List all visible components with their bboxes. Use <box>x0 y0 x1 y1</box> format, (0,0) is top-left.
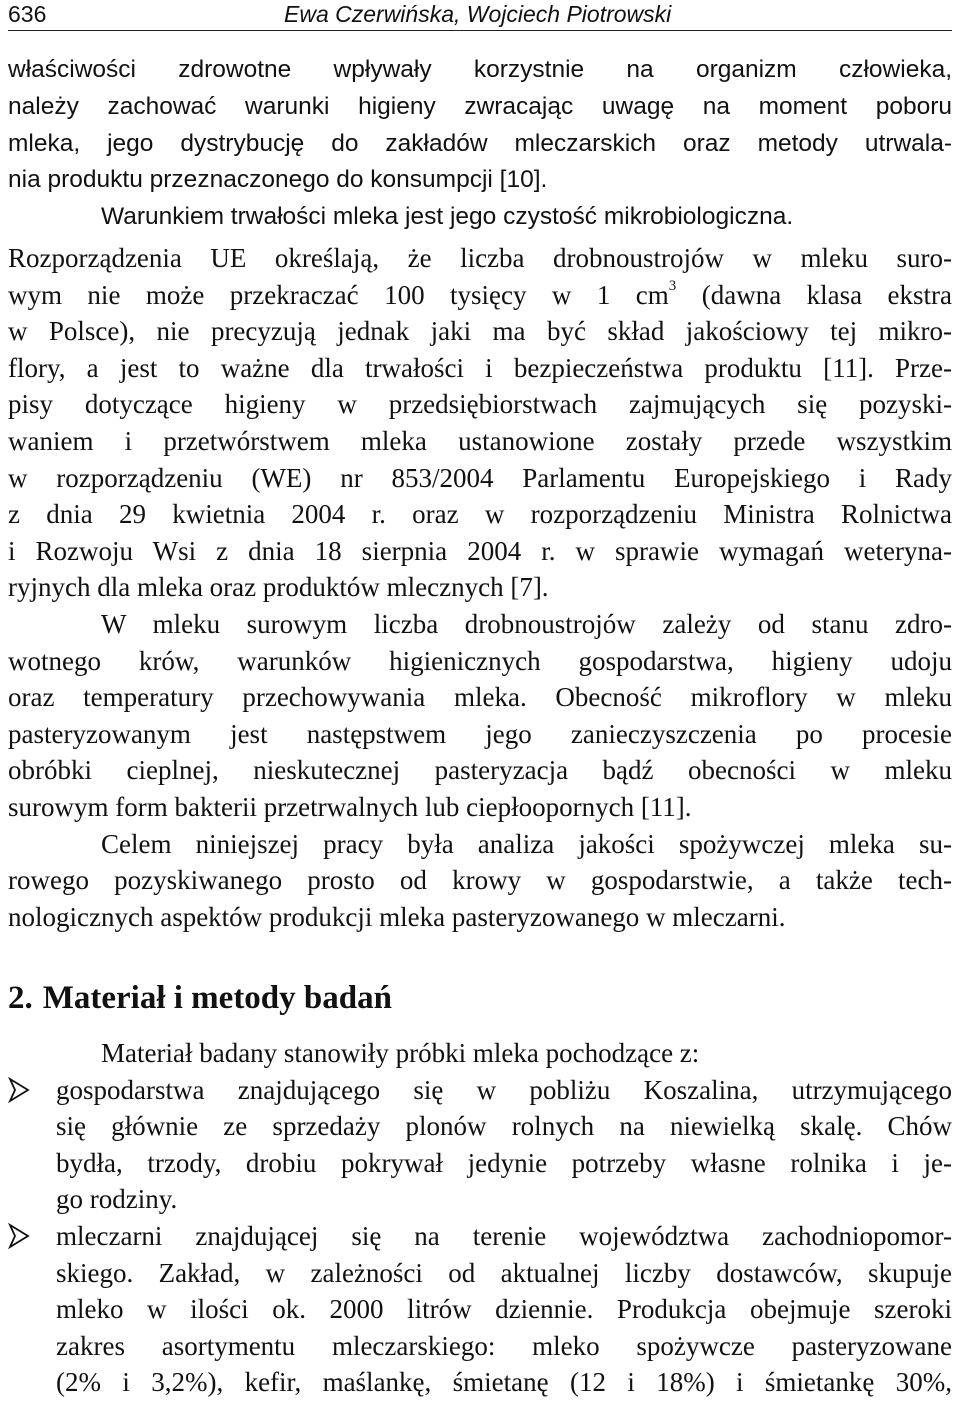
text-line: waniem i przetwórstwem mleka ustanowione zostały przede wszystkim <box>8 425 952 456</box>
text-line: pisy dotyczące higieny w przedsiębiorstwach zajmujących się pozyski- <box>8 389 952 420</box>
text-line: i Rozwoju Wsi z dnia 18 sierpnia 2004 r. w sprawie wymagań weteryna- <box>8 535 952 566</box>
paragraph <box>8 52 952 199</box>
paragraph <box>8 606 952 826</box>
text-fragment: wym nie może przekraczać 100 tysięcy w 1 cm <box>8 279 669 310</box>
text-line: oraz temperatury przechowywania mleka. Obecność mikroflory w mleku <box>8 682 952 713</box>
text-line: nologicznych aspektów produkcji mleka pasteryzowanego w mleczarni. <box>8 901 786 932</box>
text-line: W mleku surowym liczba drobnoustrojów zależy od stanu zdro- <box>101 608 952 639</box>
source-list <box>8 1072 952 1401</box>
text-line: należy zachować warunki higieny zwracając uwagę na moment poboru <box>8 92 952 120</box>
paragraph <box>8 240 952 606</box>
methods-intro: Materiał badany stanowiły próbki mleka pochodzące z: <box>101 1038 700 1068</box>
text-line: (2% i 3,2%), kefir, maślankę, śmietanę (12 i 18%) i śmietankę 30%, <box>56 1367 952 1398</box>
section-number: 2. <box>8 980 33 1016</box>
text-line: w Polsce), nie precyzują jednak jaki ma być skład jakościowy tej mikro- <box>8 316 952 347</box>
text-line: mleczarni znajdującej się na terenie województwa zachodniopomor- <box>56 1220 952 1251</box>
text-line: mleko w ilości ok. 2000 litrów dziennie. Produkcja obejmuje szeroki <box>56 1294 952 1325</box>
text-line: surowym form bakterii przetrwalnych lub ciepłoopornych [11]. <box>8 791 692 822</box>
text-line: Warunkiem trwałości mleka jest jego czystość mikrobiologiczna. <box>101 203 794 231</box>
superscript: 3 <box>668 277 677 294</box>
text-line: skiego. Zakład, w zależności od aktualnej liczby dostawców, skupuje <box>56 1257 952 1288</box>
text-line: w rozporządzeniu (WE) nr 853/2004 Parlamentu Europejskiego i Rady <box>8 462 952 493</box>
text-line: obróbki cieplnej, nieskutecznej pasteryzacja bądź obecności w mleku <box>8 755 952 786</box>
text-line: gospodarstwa znajdującego się w pobliżu Koszalina, utrzymującego <box>56 1074 952 1105</box>
text-line: ryjnych dla mleka oraz produktów mlecznych [7]. <box>8 572 549 603</box>
running-header <box>8 0 952 31</box>
paragraph <box>8 1035 952 1072</box>
list-item <box>8 1218 952 1401</box>
intro-text-sans <box>8 52 952 236</box>
methods-text <box>8 1035 952 1401</box>
text-line: z dnia 29 kwietnia 2004 r. oraz w rozporządzeniu Ministra Rolnictwa <box>8 499 952 530</box>
paragraph <box>8 826 952 936</box>
paragraph <box>8 199 952 236</box>
text-line: go rodziny. <box>56 1184 178 1215</box>
text-line: nia produktu przeznaczonego do konsumpcji [10]. <box>8 166 548 194</box>
running-title: Ewa Czerwińska, Wojciech Piotrowski <box>284 1 672 27</box>
arrowhead-bullet-icon <box>8 1222 30 1250</box>
text-line: wotnego krów, warunków higienicznych gospodarstwa, higieny udoju <box>8 645 952 676</box>
text-line: się głównie ze sprzedaży plonów rolnych na niewielką skalę. Chów <box>56 1111 952 1142</box>
text-line: bydła, trzody, drobiu pokrywał jedynie potrzeby własne rolnika i je- <box>56 1147 952 1178</box>
arrowhead-bullet-icon <box>8 1076 30 1104</box>
text-line: pasteryzowanym jest następstwem jego zanieczyszczenia po procesie <box>8 718 952 749</box>
text-fragment: (dawna klasa ekstra <box>676 279 952 310</box>
text-line: rowego pozyskiwanego prosto od krowy w gospodarstwie, a także tech- <box>8 865 952 896</box>
body-text-serif <box>8 240 952 935</box>
text-line: Celem niniejszej pracy była analiza jakości spożywczej mleka su- <box>101 828 952 859</box>
page-number: 636 <box>8 1 47 27</box>
text-line <box>8 277 952 314</box>
text-line: flory, a jest to ważne dla trwałości i bezpieczeństwa produktu [11]. Prze- <box>8 352 952 383</box>
text-line: mleka, jego dystrybucję do zakładów mleczarskich oraz metody utrwala- <box>8 129 952 157</box>
list-item <box>8 1072 952 1218</box>
text-line: zakres asortymentu mleczarskiego: mleko spożywcze pasteryzowane <box>56 1330 952 1361</box>
section-heading <box>8 978 392 1018</box>
text-line: właściwości zdrowotne wpływały korzystnie na organizm człowieka, <box>8 56 952 83</box>
text-line: Rozporządzenia UE określają, że liczba drobnoustrojów w mleku suro- <box>8 243 952 273</box>
section-title: Materiał i metody badań <box>42 980 392 1016</box>
